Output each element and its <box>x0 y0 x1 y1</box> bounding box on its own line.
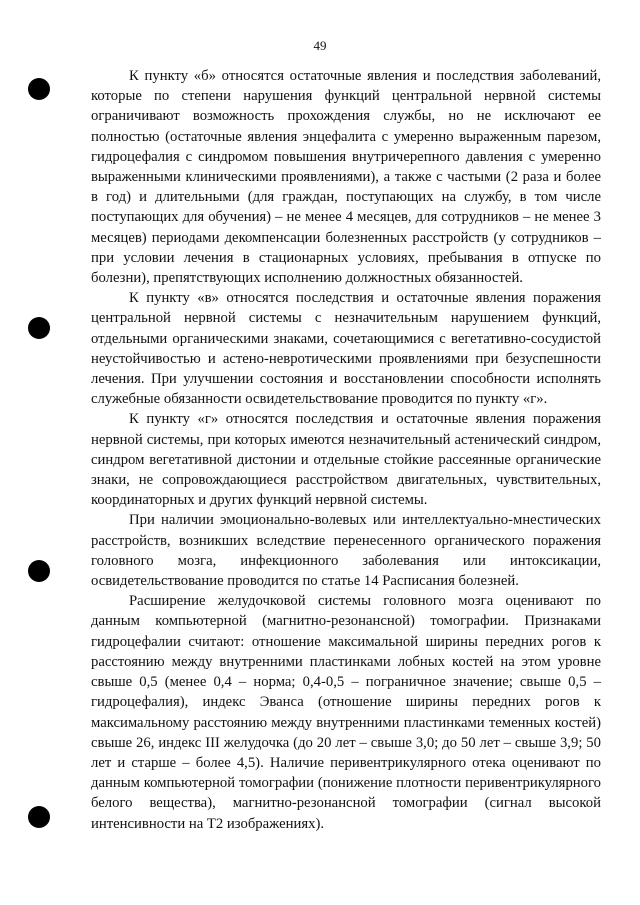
punch-hole-mark <box>28 560 50 582</box>
paragraph-item-v: К пункту «в» относятся последствия и остаточные явления поражения центральной нервной системы с незначительным нарушением функций, отдельными органическими знаками, сочетающимися с вегетативно-сосудистой неустойчивостью и астено-невротическими проявлениями при безуспешности лечения. При улучшении состояния и восстановлении способности исполнять служебные обязанности освидетельствование проводится по пункту «г». <box>91 290 601 408</box>
paragraph-emotional-disorders: При наличии эмоционально-волевых или интеллектуально-мнестических расстройств, возникших вследствие перенесенного органического поражения головного мозга, инфекционного заболевания или интоксикации, освидетельствование проводится по статье 14 Расписания болезней. <box>91 512 601 590</box>
paragraph-item-b: К пункту «б» относятся остаточные явления и последствия заболеваний, которые по степени нарушения функций центральной нервной системы ограничивают возможность прохождения службы, но не исключают ее полностью (остаточные явления энцефалита с умеренно выраженным парезом, гидроцефалия с синдромом повышения внутричерепного давления с умеренно выраженными клиническими проявлениями), а также с частыми (2 раза и более в год) и длительными (для граждан, поступающих на службу, в том числе поступающих для обучения) – не менее 4 месяцев, для сотрудников – не менее 3 месяцев) периодами декомпенсации болезненных расстройств (у сотрудников – при условии лечения в стационарных условиях, пребывания в отпуске по болезни), препятствующих исполнению должностных обязанностей. <box>91 68 601 287</box>
paragraph-item-g: К пункту «г» относятся последствия и остаточные явления поражения нервной системы, при которых имеются незначительный астенический синдром, синдром вегетативной дистонии и отдельные стойкие рассеянные органические знаки, не сопровождающиеся расстройством двигательных, чувствительных, координаторных и других функций нервной системы. <box>91 411 601 509</box>
punch-hole-mark <box>28 317 50 339</box>
paragraph-hydrocephalus-criteria: Расширение желудочковой системы головного мозга оценивают по данным компьютерной (магнитно-резонансной) томографии. Признаками гидроцефалии считают: отношение максимальной ширины передних рогов к расстоянию между внутренними пластинками лобных костей на этом уровне свыше 0,5 (менее 0,4 – норма; 0,4-0,5 – пограничное значение; свыше 0,5 – гидроцефалия), индекс Эванса (отношение ширины передних рогов к максимальному расстоянию между внутренними пластинками теменных костей) свыше 26, индекс III желудочка (до 20 лет – свыше 3,0; до 50 лет – свыше 3,9; 50 лет и старше – более 4,5). Наличие перивентрикулярного отека оценивают по данным компьютерной томографии (понижение плотности перивентрикулярного белого вещества), магнитно-резонансной томографии (сигнал высокой интенсивности на Т2 изображениях). <box>91 593 601 832</box>
page-number: 49 <box>313 38 327 53</box>
punch-hole-mark <box>28 78 50 100</box>
punch-hole-mark <box>28 806 50 828</box>
document-body <box>91 66 601 834</box>
